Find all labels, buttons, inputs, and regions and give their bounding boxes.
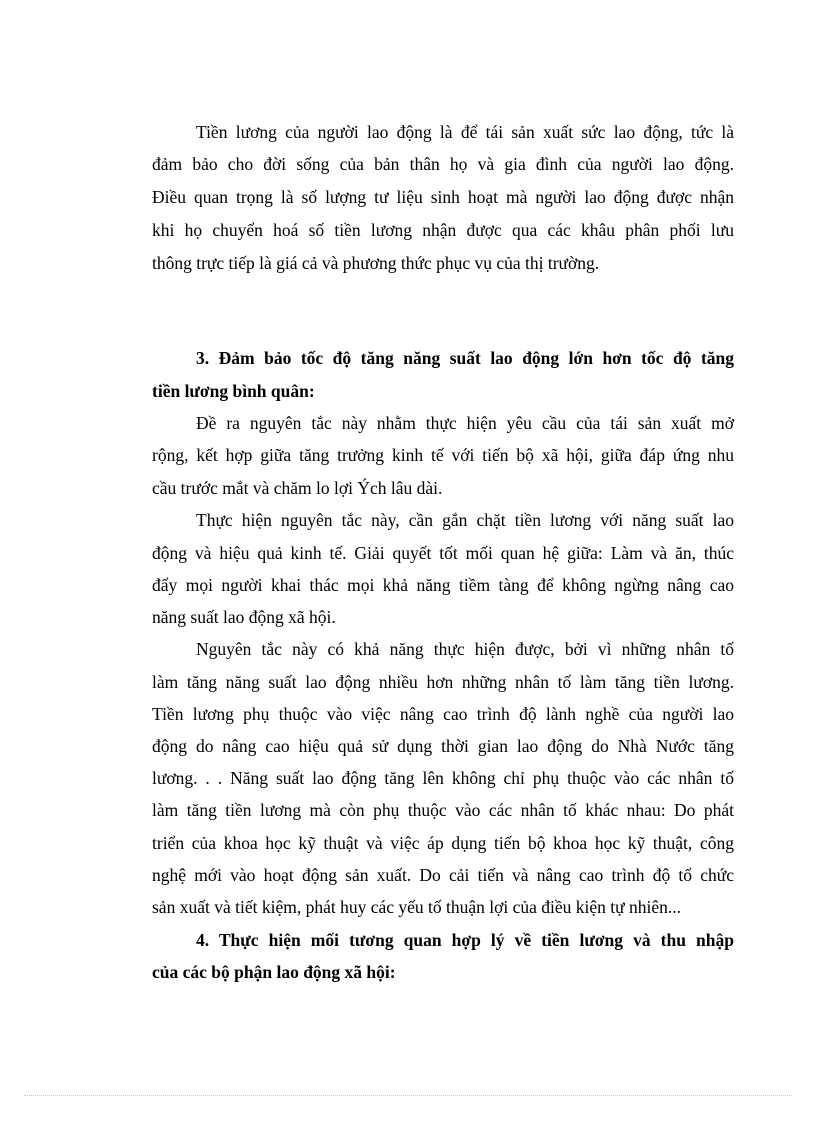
paragraph-line: Tiền lương của người lao động là để tái sản xuất sức lao động, tức là — [196, 122, 734, 142]
paragraph-line: đảm bảo cho đời sống của bản thân họ và gia đình của người lao động. — [152, 154, 734, 174]
paragraph-line: đẩy mọi người khai thác mọi khả năng tiềm tàng để không ngừng nâng cao — [152, 575, 734, 595]
section-heading: tiền lương bình quân: — [152, 381, 315, 401]
paragraph-line: Điều quan trọng là số lượng tư liệu sinh hoạt mà người lao động được nhận — [152, 187, 734, 207]
paragraph-line: nghệ mới vào hoạt động sản xuất. Do cải tiến và nâng cao trình độ tổ chức — [152, 865, 734, 885]
paragraph-line: động do nâng cao hiệu quả sử dụng thời gian lao động do Nhà Nước tăng — [152, 736, 734, 756]
paragraph-line: rộng, kết hợp giữa tăng trưởng kinh tế với tiến bộ xã hội, giữa đáp ứng nhu — [152, 445, 734, 465]
paragraph-line: năng suất lao động xã hội. — [152, 607, 336, 627]
paragraph-line: làm tăng tiền lương mà còn phụ thuộc vào các nhân tố khác nhau: Do phát — [152, 800, 734, 820]
paragraph-line: động và hiệu quả kinh tế. Giải quyết tốt mối quan hệ giữa: Làm và ăn, thúc — [152, 543, 734, 563]
paragraph-line: Tiền lương phụ thuộc vào việc nâng cao trình độ lành nghề của người lao — [152, 704, 734, 724]
paragraph-line: Đề ra nguyên tắc này nhằm thực hiện yêu cầu của tái sản xuất mở — [196, 413, 734, 433]
section-heading: 4. Thực hiện mối tương quan hợp lý về tiền lương và thu nhập — [196, 930, 734, 950]
paragraph-line: Thực hiện nguyên tắc này, cần gắn chặt tiền lương với năng suất lao — [196, 510, 734, 530]
section-heading: của các bộ phận lao động xã hội: — [152, 962, 396, 982]
paragraph-line: triển của khoa học kỹ thuật và việc áp dụng tiến bộ khoa học kỹ thuật, công — [152, 833, 734, 853]
paragraph-line: cầu trước mắt và chăm lo lợi Ých lâu dài. — [152, 478, 443, 498]
section-heading: 3. Đảm bảo tốc độ tăng năng suất lao động lớn hơn tốc độ tăng — [196, 348, 734, 368]
paragraph-line: sản xuất và tiết kiệm, phát huy các yếu tố thuận lợi của điều kiện tự nhiên... — [152, 897, 682, 917]
paragraph-line: làm tăng năng suất lao động nhiều hơn những nhân tố làm tăng tiền lương. — [152, 672, 734, 692]
footer-divider — [24, 1095, 792, 1096]
paragraph-line: Nguyên tắc này có khả năng thực hiện được, bởi vì những nhân tố — [196, 639, 734, 659]
paragraph-line: lương. . . Năng suất lao động tăng lên không chỉ phụ thuộc vào các nhân tố — [152, 768, 734, 788]
paragraph-line: khi họ chuyển hoá số tiền lương nhận được qua các khâu phân phối lưu — [152, 220, 734, 240]
paragraph-line: thông trực tiếp là giá cả và phương thức phục vụ của thị trường. — [152, 253, 600, 273]
